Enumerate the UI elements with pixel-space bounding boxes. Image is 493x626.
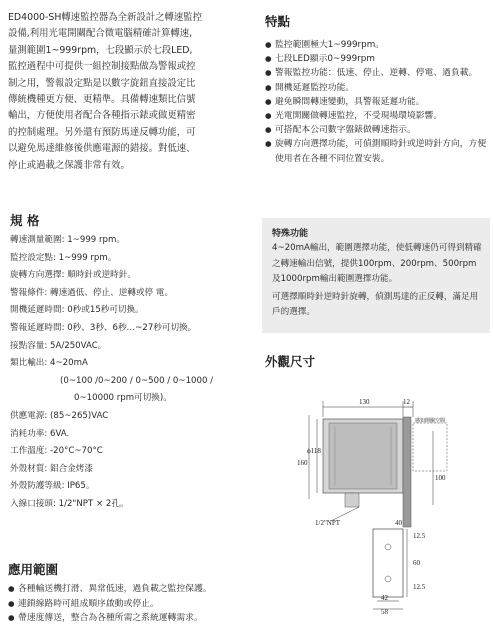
dim-label-npt: 1/2"NPT bbox=[315, 519, 341, 527]
dim-label-12-5-bottom: 12.5 bbox=[413, 583, 426, 591]
dim-label-42: 42 bbox=[381, 594, 388, 602]
dim-label-40: 40 bbox=[395, 519, 402, 527]
dim-label-12: 12 bbox=[403, 398, 410, 406]
spec-line: 警報條件: 轉速過低、停止、逆轉或停 電。 bbox=[10, 287, 174, 298]
list-item: ● 開機延遲監控功能。 bbox=[265, 81, 487, 95]
spec-line: 開機延遲時間: 0秒或15秒可切換。 bbox=[10, 305, 144, 316]
intro-line: 停止或過載之保護非常有效。 bbox=[8, 159, 130, 171]
intro-line: 以避免馬達維修後供應電源的錯接。對低速、 bbox=[8, 143, 196, 155]
special-functions-box bbox=[262, 218, 490, 333]
list-item: ● 警報監控功能：低速、停止、逆轉、停電、過負載。 bbox=[265, 66, 487, 80]
list-item: ● 連鎖線路時可組成順序啟動或停止。 bbox=[8, 597, 258, 612]
special-functions-paragraph: 可選擇順時針逆時針旋轉，偵測馬達的正反轉，滿足用戶的選擇。 bbox=[272, 291, 479, 317]
list-item: ● 七段LED顯示0~999rpm bbox=[265, 52, 487, 66]
spec-line: 旋轉方向選擇: 順時針或逆時針。 bbox=[10, 270, 136, 281]
spec-line: 監控設定點: 1~999 rpm。 bbox=[10, 252, 117, 263]
spec-line: 轉速測量範圍: 1~999 rpm。 bbox=[10, 235, 125, 245]
list-item: ● 各種輸送機打滑、異常低速，過負載之監控保護。 bbox=[8, 582, 258, 597]
dim-label-100: 100 bbox=[435, 474, 446, 482]
features-list bbox=[265, 38, 487, 166]
intro-line: 監控過程中可提供一組控制接點做為警報或控 bbox=[8, 61, 196, 73]
bracket-plate bbox=[373, 529, 403, 597]
spec-line: 接點容量: 5A/250VAC。 bbox=[10, 340, 107, 351]
intro-line: 輸出，方便使用者配合各種指示錶或做更精密 bbox=[8, 110, 196, 122]
appearance-heading: 外觀尺寸 bbox=[265, 354, 316, 369]
intro-line: 設備,利用光電開關配合微電腦精確計算轉速, bbox=[8, 28, 193, 40]
intro-line: ED4000-SH轉速監控器為全新設計之轉速監控 bbox=[8, 12, 203, 23]
intro-line: 量測範圍1~999rpm，七段顯示於七段LED, bbox=[8, 44, 193, 56]
special-functions-title: 特殊功能 bbox=[272, 229, 309, 239]
intro-paragraph bbox=[8, 10, 260, 174]
intro-line: 傳統機種更方便、更精準。具備轉速類比信號 bbox=[8, 94, 196, 106]
conduit-fitting bbox=[345, 493, 359, 507]
list-item: ● 可搭配本公司數字盤錶做轉速指示。 bbox=[265, 123, 487, 137]
dim-label-58: 58 bbox=[381, 608, 388, 615]
dim-label-130: 130 bbox=[359, 398, 370, 406]
spec-line: 消耗功率: 6VA. bbox=[10, 428, 70, 439]
applications-list bbox=[8, 582, 258, 626]
spec-line: 入線口接頭: 1/2"NPT × 2孔。 bbox=[10, 498, 129, 509]
spec-line: 供應電源: (85~265)VAC bbox=[10, 410, 109, 421]
mounting-bracket bbox=[403, 417, 411, 527]
list-item: ● 避免瞬間轉速變動，具警報延遲功能。 bbox=[265, 95, 487, 109]
spec-line: 外殼防護等級: IP65。 bbox=[10, 481, 95, 492]
dim-label-12-5-top: 12.5 bbox=[413, 532, 426, 540]
list-item: ● 光電開關做轉速監控，不受現場環境影響。 bbox=[265, 109, 487, 123]
sensor-space-label: 感知開關空間 bbox=[415, 419, 446, 424]
list-item: ● 監控範圍極大1~999rpm。 bbox=[265, 38, 487, 52]
spec-analog-range: (0~100 /0~200 / 0~500 / 0~1000 / bbox=[60, 375, 214, 386]
specs-heading: 規 格 bbox=[10, 213, 40, 228]
specs-list bbox=[10, 232, 260, 514]
list-item: ● 旋轉方向選擇功能，可偵測順時針或逆時針方向，方便使用者在各種不同位置安裝。 bbox=[265, 137, 487, 165]
intro-line: 制之用，警報設定點是以數字旋鈕直接設定比 bbox=[8, 77, 196, 89]
spec-line: 外殼材質: 鋁合金烤漆 bbox=[10, 463, 93, 474]
dim-label-160: 160 bbox=[297, 459, 308, 467]
spec-line: 工作溫度: -20°C~70°C bbox=[10, 446, 103, 457]
list-item: ● 帶速度傳送，整合為各種所需之系統運轉需求。 bbox=[8, 611, 258, 626]
dim-label-phi118: ϕ118 bbox=[307, 447, 321, 455]
applications-section bbox=[8, 560, 258, 626]
special-functions-paragraph: 4~20mA輸出，範圍選擇功能，使低轉速仍可得到精確之轉速輸出信號，提供100rpm、200rpm、500rpm及1000rpm輸出範圍選擇功能。 bbox=[272, 243, 482, 284]
intro-line: 的控制處理。另外還有預防馬達反轉功能，可 bbox=[8, 126, 196, 138]
spec-line: 類比輸出: 4~20mA bbox=[10, 358, 88, 369]
applications-heading: 應用範圍 bbox=[8, 562, 59, 577]
dim-label-60: 60 bbox=[413, 559, 420, 567]
sensor-space bbox=[413, 423, 447, 471]
spec-line: 警報延遲時間: 0秒、3秒、6秒…~27秒可切換。 bbox=[10, 322, 197, 333]
dimension-drawing bbox=[295, 395, 475, 615]
housing-face bbox=[329, 423, 397, 489]
spec-analog-range: 0~10000 rpm可切換)。 bbox=[74, 393, 172, 404]
features-heading: 特點 bbox=[265, 14, 291, 29]
